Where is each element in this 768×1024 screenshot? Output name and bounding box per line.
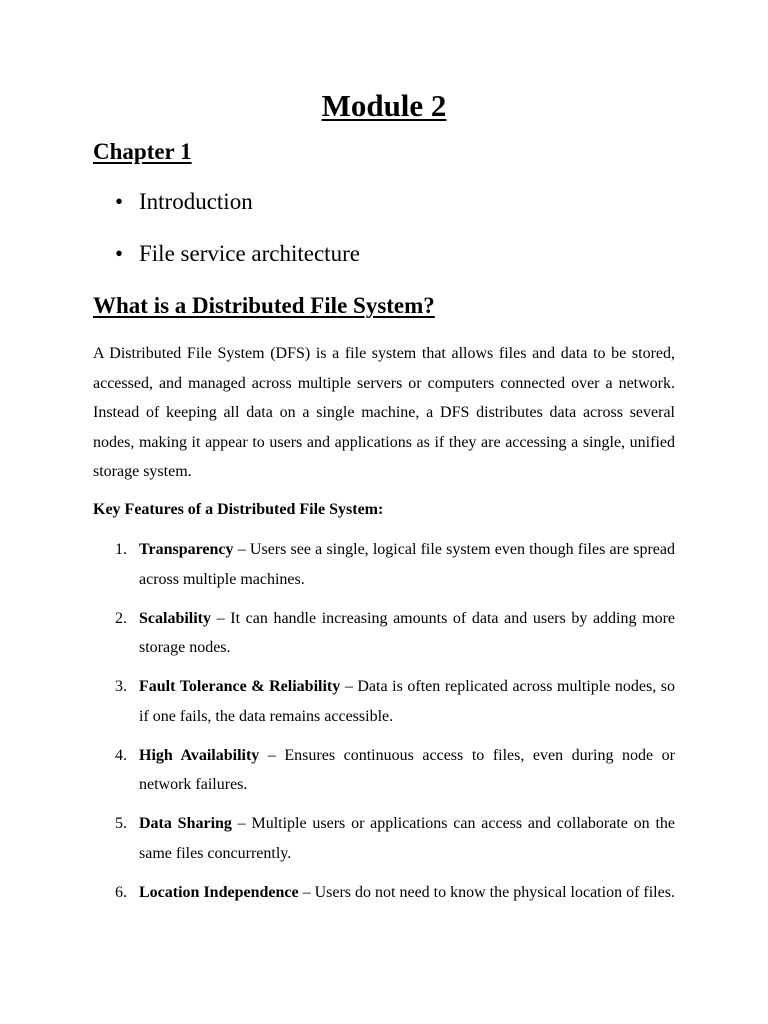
feature-term: Scalability bbox=[139, 609, 212, 627]
feature-item bbox=[93, 809, 675, 868]
feature-term: Location Independence bbox=[139, 883, 299, 901]
feature-desc: – Users see a single, logical file system even though files are spread across multiple machines. bbox=[139, 541, 675, 588]
topic-list bbox=[115, 186, 360, 290]
feature-desc: – It can handle increasing amounts of data and users by adding more storage nodes. bbox=[139, 609, 675, 656]
feature-desc: – Data is often replicated across multiple nodes, so if one fails, the data remains accessible. bbox=[139, 678, 676, 725]
feature-term: Data Sharing bbox=[139, 815, 232, 832]
feature-desc: – Ensures continuous access to files, even during node or network failures. bbox=[139, 746, 675, 793]
feature-desc: – Multiple users or applications can access and collaborate on the same files concurrently. bbox=[139, 815, 676, 862]
feature-item bbox=[93, 535, 675, 594]
feature-number: 1. bbox=[115, 541, 127, 558]
feature-desc: – Users do not need to know the physical location of files. bbox=[298, 883, 675, 901]
feature-term: High Availability bbox=[139, 746, 260, 764]
topic-item bbox=[115, 186, 360, 218]
feature-number: 5. bbox=[115, 815, 127, 832]
bullet-icon: • bbox=[115, 189, 124, 214]
feature-item bbox=[93, 604, 675, 663]
feature-list bbox=[93, 535, 675, 917]
feature-number: 2. bbox=[115, 609, 127, 627]
feature-item bbox=[93, 672, 675, 731]
feature-number: 3. bbox=[115, 678, 127, 695]
topic-label: File service architecture bbox=[139, 241, 360, 266]
module-title: Module 2 bbox=[321, 88, 447, 123]
intro-paragraph: A Distributed File System (DFS) is a file system that allows files and data to be stored, accessed, and managed across multiple servers or computers connected over a network. Instead of keeping all data on a single machine, a DFS distributes data across several nodes, making it appear to users and applications as if they are accessing a single, unified storage system. bbox=[93, 345, 675, 480]
topic-label: Introduction bbox=[139, 189, 253, 214]
features-heading: Key Features of a Distributed File System: bbox=[93, 501, 384, 518]
section-heading: What is a Distributed File System? bbox=[93, 293, 435, 318]
chapter-title: Chapter 1 bbox=[93, 139, 192, 164]
feature-item bbox=[93, 741, 675, 800]
feature-term: Fault Tolerance & Reliability bbox=[139, 678, 341, 695]
topic-item bbox=[115, 238, 360, 270]
feature-term: Transparency bbox=[139, 541, 234, 558]
feature-number: 4. bbox=[115, 746, 127, 764]
feature-item bbox=[93, 878, 675, 908]
feature-number: 6. bbox=[115, 883, 127, 901]
bullet-icon: • bbox=[115, 241, 124, 266]
